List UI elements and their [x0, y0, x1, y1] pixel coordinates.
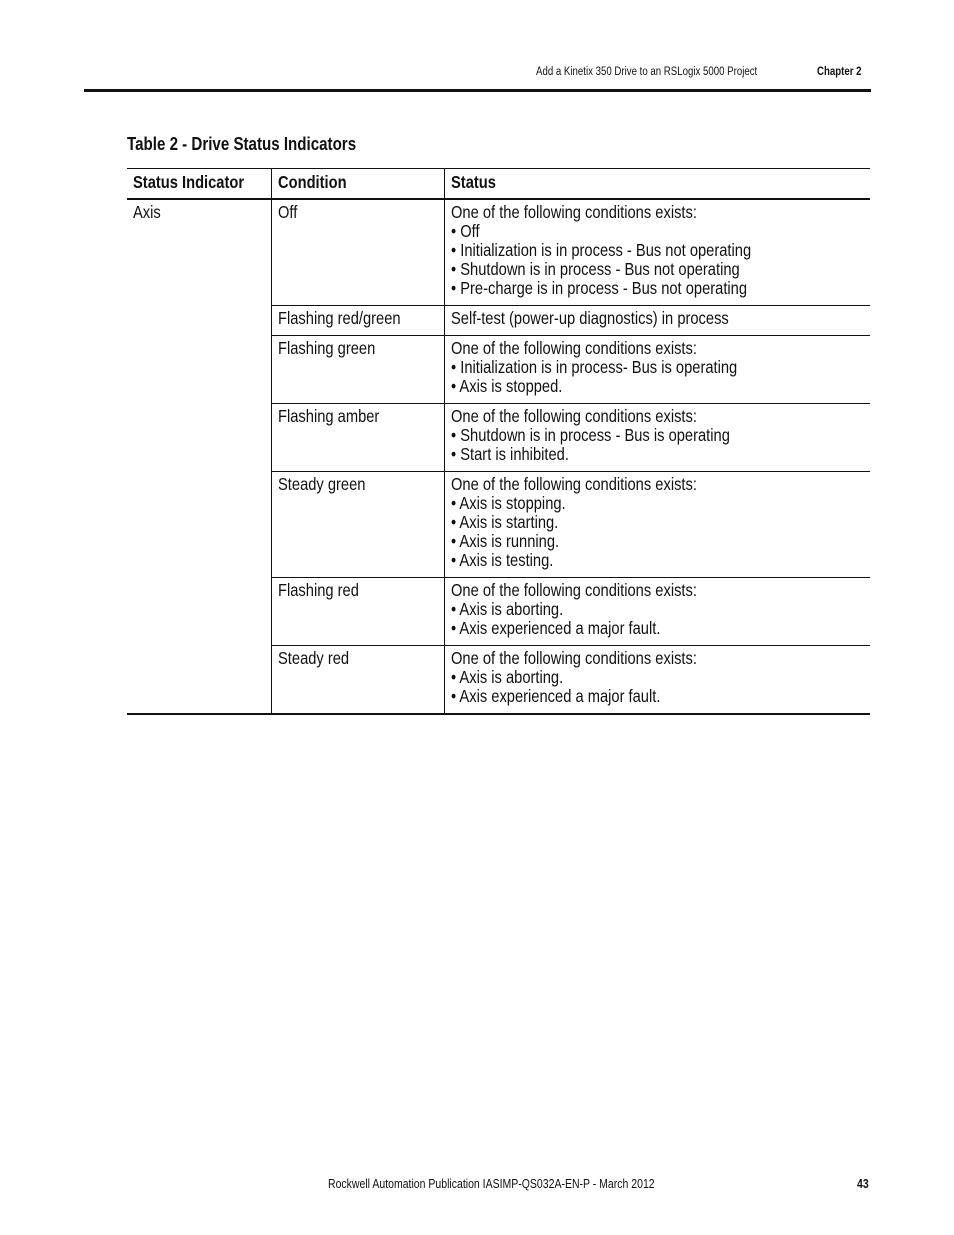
- status-intro: One of the following conditions exists:: [451, 580, 698, 600]
- status-intro: One of the following conditions exists:: [451, 338, 698, 358]
- condition-cell: Flashing red/green: [272, 306, 445, 336]
- status-intro: One of the following conditions exists:: [451, 474, 698, 494]
- table-title: [127, 134, 400, 155]
- status-cell: [445, 578, 870, 646]
- condition-cell: Steady red: [272, 646, 445, 715]
- status-bullet: • Initialization is in process- Bus is operating: [451, 357, 738, 377]
- status-intro: Self-test (power-up diagnostics) in process: [451, 308, 730, 328]
- status-bullet: • Axis is testing.: [451, 550, 554, 570]
- status-cell: [445, 199, 870, 306]
- status-bullet: • Axis is stopped.: [451, 376, 563, 396]
- status-bullet: • Shutdown is in process - Bus is operating: [451, 425, 731, 445]
- status-bullet: • Start is inhibited.: [451, 444, 570, 464]
- status-cell: [445, 336, 870, 404]
- status-bullet: • Axis is aborting.: [451, 667, 564, 687]
- status-bullet: • Off: [451, 221, 480, 241]
- drive-status-table: [127, 168, 870, 715]
- page-number: 43: [857, 1177, 869, 1191]
- condition-cell: Flashing amber: [272, 404, 445, 472]
- status-bullet: • Axis experienced a major fault.: [451, 618, 661, 638]
- status-bullet: • Initialization is in process - Bus not operating: [451, 240, 752, 260]
- column-header-condition: Condition: [272, 169, 445, 200]
- chapter-label: Chapter 2: [816, 66, 862, 78]
- header-rule: [84, 89, 871, 92]
- running-header: [536, 66, 870, 78]
- status-cell: [445, 404, 870, 472]
- status-cell: [445, 646, 870, 715]
- column-header-status: Status: [445, 169, 870, 200]
- column-header-status-indicator: Status Indicator: [127, 169, 272, 200]
- table-title-text: Table 2 - Drive Status Indicators: [127, 134, 357, 154]
- condition-cell: Flashing green: [272, 336, 445, 404]
- table-row: [127, 199, 870, 306]
- condition-cell: Flashing red: [272, 578, 445, 646]
- condition-cell: Steady green: [272, 472, 445, 578]
- condition-cell: Off: [272, 199, 445, 306]
- running-title: Add a Kinetix 350 Drive to an RSLogix 5000 Project: [535, 66, 757, 78]
- status-bullet: • Axis experienced a major fault.: [451, 686, 661, 706]
- status-bullet: • Axis is aborting.: [451, 599, 564, 619]
- status-intro: One of the following conditions exists:: [451, 406, 698, 426]
- status-cell: [445, 472, 870, 578]
- status-bullet: • Pre-charge is in process - Bus not operating: [451, 278, 748, 298]
- status-cell: [445, 306, 870, 336]
- status-intro: One of the following conditions exists:: [451, 202, 698, 222]
- table-header-row: [127, 169, 870, 200]
- status-bullet: • Axis is starting.: [451, 512, 559, 532]
- table-body: [127, 199, 870, 714]
- publication-info: Rockwell Automation Publication IASIMP-QS032A-EN-P - March 2012: [328, 1177, 655, 1191]
- status-bullet: • Axis is running.: [451, 531, 560, 551]
- status-bullet: • Shutdown is in process - Bus not operating: [451, 259, 740, 279]
- status-indicator-cell: Axis: [127, 199, 272, 714]
- status-bullet: • Axis is stopping.: [451, 493, 566, 513]
- status-intro: One of the following conditions exists:: [451, 648, 698, 668]
